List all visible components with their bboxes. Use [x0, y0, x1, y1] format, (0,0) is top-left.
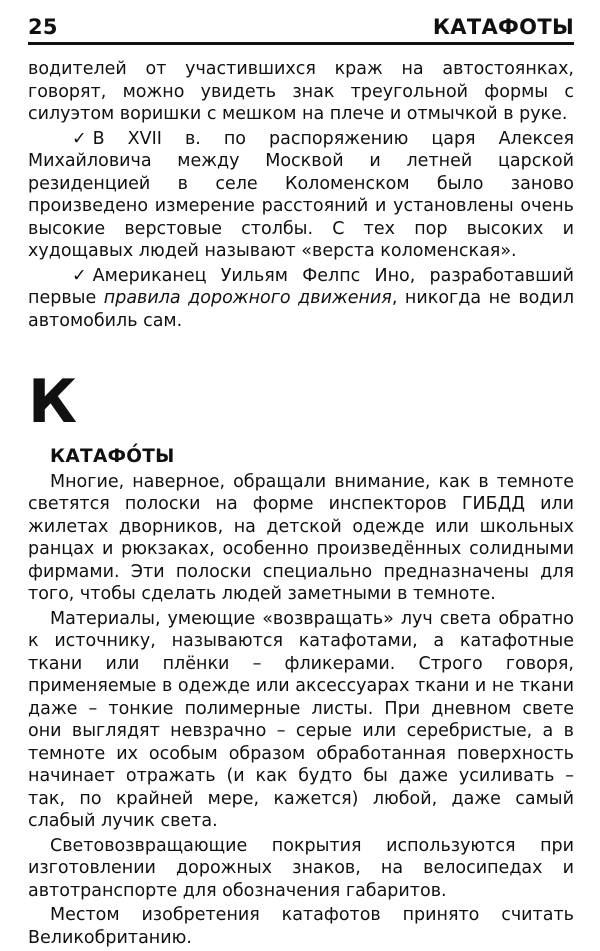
entry-paragraph: Материалы, умеющие «возвращать» луч света обратно к источнику, называются катафотами, а катафотные ткани или плёнки – фликерами. Строго говоря, применяемые в одежде или аксессуарах ткани и не ткани даже – тонкие полимерные листы. При дневном свете они выглядят невзрачно – серые или серебристые, а в темноте их особым образом обработанная поверхность начинает отражать (и как будто бы даже усиливать – так, по крайней мере, кажется) любой, даже самый слабый лучик света.: [28, 608, 574, 831]
paragraph-continued: [28, 58, 574, 126]
paragraph-text: В XVII в. по распоряжению царя Алексея Михайловича между Москвой и летней царской резиденцией в селе Коломенском было заново произведено измерение расстояний и установлены очень высокие верстовые столбы. С тех пор высоких и худощавых людей называют «верста коломенская».: [28, 128, 574, 261]
paragraph-text: водителей от участившихся краж на автостоянках, говорят, можно увидеть знак треугольной формы с силуэтом воришки с мешком на плече и отмычкой в руке.: [28, 59, 574, 124]
entry-paragraph: Световозвращающие покрытия используются при изготовлении дорожных знаков, на велосипедах и автотранспорте для обозначения габаритов.: [28, 835, 574, 901]
page-number: 25: [28, 15, 58, 39]
section-letter: К: [28, 367, 78, 437]
entry-paragraph: Местом изобретения катафотов принято считать Великобританию.: [28, 905, 574, 948]
running-title: КАТАФОТЫ: [432, 15, 574, 39]
check-mark-icon: ✓: [72, 265, 87, 286]
fact-item: [28, 128, 574, 263]
entry-heading: КАТАФО́ТЫ: [50, 446, 175, 467]
paragraph-text: Американец Уильям Фелпс Ино, разработавший первые: [28, 265, 574, 308]
page-body: [28, 58, 574, 951]
page-header: [28, 12, 574, 45]
entry-paragraph: Многие, наверное, обращали внимание, как в темноте светятся полоски на форме инспекторов ГИБДД или жилетах дворников, на детской одежде или школьных ранцах и рюкзаках, особенно произведённых солидными фирмами. Эти полоски специально предназначены для того, чтобы сделать людей заметными в темноте.: [28, 471, 574, 604]
check-mark-icon: ✓: [72, 128, 87, 149]
paragraph-text: , никогда не водил автомобиль сам.: [28, 288, 575, 331]
fact-item: [28, 265, 574, 333]
italic-term: правила дорожного движения: [103, 288, 392, 308]
